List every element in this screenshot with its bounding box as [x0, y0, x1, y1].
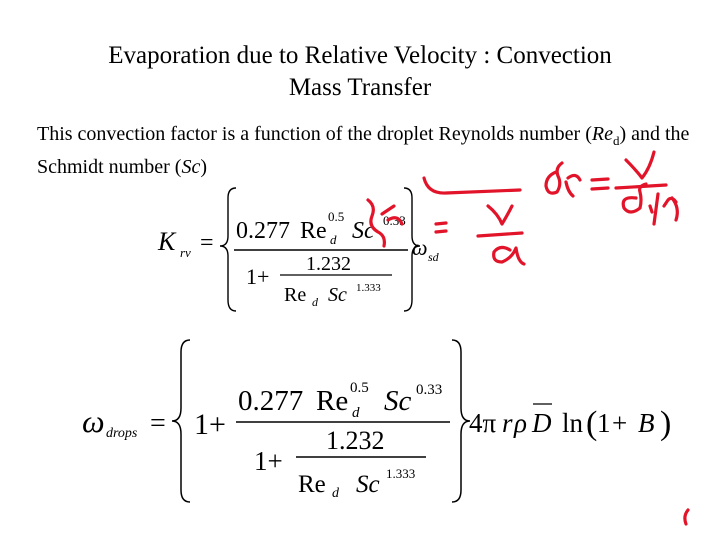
left-brace-1: [220, 188, 236, 311]
denominator-coefficient-2: 1.232: [326, 426, 385, 455]
k-subscript: rv: [180, 245, 191, 260]
ink-fraction-bar-2: [478, 233, 522, 236]
ink-equals-2: [436, 223, 446, 232]
equation-k-rv: [157, 188, 440, 311]
ink-nu-1: [626, 152, 654, 178]
numerator-sc-exponent-2: 0.33: [416, 382, 443, 398]
numerator-sc-1: Sc: [352, 218, 375, 244]
ink-equals-1: [592, 179, 608, 189]
numerator-re-2: Re: [316, 385, 349, 417]
ink-diff: [650, 194, 677, 224]
denominator-sc-2: Sc: [356, 471, 380, 498]
k-symbol: K: [158, 227, 176, 256]
numerator-d-subscript-2: d: [352, 405, 360, 421]
ln-plus: +: [612, 408, 628, 438]
ink-delta: [546, 163, 562, 193]
b-symbol: B: [638, 408, 655, 438]
ln-function: ln: [562, 408, 584, 438]
close-paren: ): [660, 405, 672, 442]
reynolds-subscript: d: [612, 133, 620, 148]
equation-omega-drops: [82, 340, 671, 502]
denominator-one-plus-2: 1+: [254, 446, 283, 476]
right-brace-2: [452, 340, 470, 502]
body-text-part-2: ) and the Schmidt number (: [37, 123, 690, 178]
ink-underline-stroke: [424, 178, 520, 193]
left-brace-2: [172, 340, 190, 502]
numerator-d-subscript-1: d: [330, 232, 337, 247]
ink-t: [566, 175, 580, 196]
numerator-coefficient-1: 0.277: [236, 218, 290, 244]
denominator-re-2: Re: [298, 471, 326, 498]
equals-sign-1: =: [200, 230, 214, 256]
denominator-one-plus-1: 1+: [246, 264, 270, 289]
one-plus-2: 1+: [194, 408, 226, 441]
ink-nu-2: [488, 206, 512, 224]
denominator-coefficient-1: 1.232: [306, 253, 351, 275]
radius-r: r: [502, 408, 513, 438]
denominator-sc-exponent-2: 1.333: [386, 466, 416, 481]
slide-title-line-1: Evaporation due to Relative Velocity : Convection: [108, 42, 612, 69]
open-paren: (: [586, 405, 598, 442]
omega-subscript-1: sd: [428, 250, 439, 264]
rho-symbol: ρ: [514, 408, 527, 438]
omega-symbol-1: ω: [412, 235, 428, 260]
ln-one: 1: [597, 408, 611, 438]
ink-alpha: [494, 247, 524, 264]
denominator-d-subscript-2: d: [332, 486, 339, 501]
denominator-re-1: Re: [284, 284, 307, 306]
denominator-sc-1: Sc: [328, 284, 347, 306]
body-text-part-3: ): [200, 156, 207, 178]
equals-sign-2: =: [150, 408, 166, 439]
denominator-d-subscript-1: d: [312, 295, 318, 309]
body-text-part-1: This convection factor is a function of the droplet Reynolds number (: [37, 123, 592, 145]
numerator-coefficient-2: 0.277: [238, 385, 304, 417]
denominator-sc-exponent-1: 1.333: [356, 282, 381, 294]
omega-drops-subscript: drops: [106, 426, 138, 441]
reynolds-symbol: Re: [591, 123, 613, 145]
slide-title-line-2: Mass Transfer: [288, 74, 432, 101]
four-pi: 4π: [469, 408, 497, 438]
omega-drops-symbol: ω: [82, 403, 105, 439]
ink-mark-bottom-right: [685, 510, 688, 524]
handwritten-annotation: [368, 152, 688, 524]
numerator-re-exponent-1: 0.5: [328, 209, 345, 224]
schmidt-symbol: Sc: [181, 156, 201, 178]
numerator-sc-2: Sc: [384, 385, 412, 417]
numerator-sc-exponent-1: 0.33: [383, 213, 406, 228]
diffusivity-d: D: [532, 408, 552, 438]
numerator-re-1: Re: [300, 218, 327, 244]
numerator-re-exponent-2: 0.5: [350, 380, 369, 396]
